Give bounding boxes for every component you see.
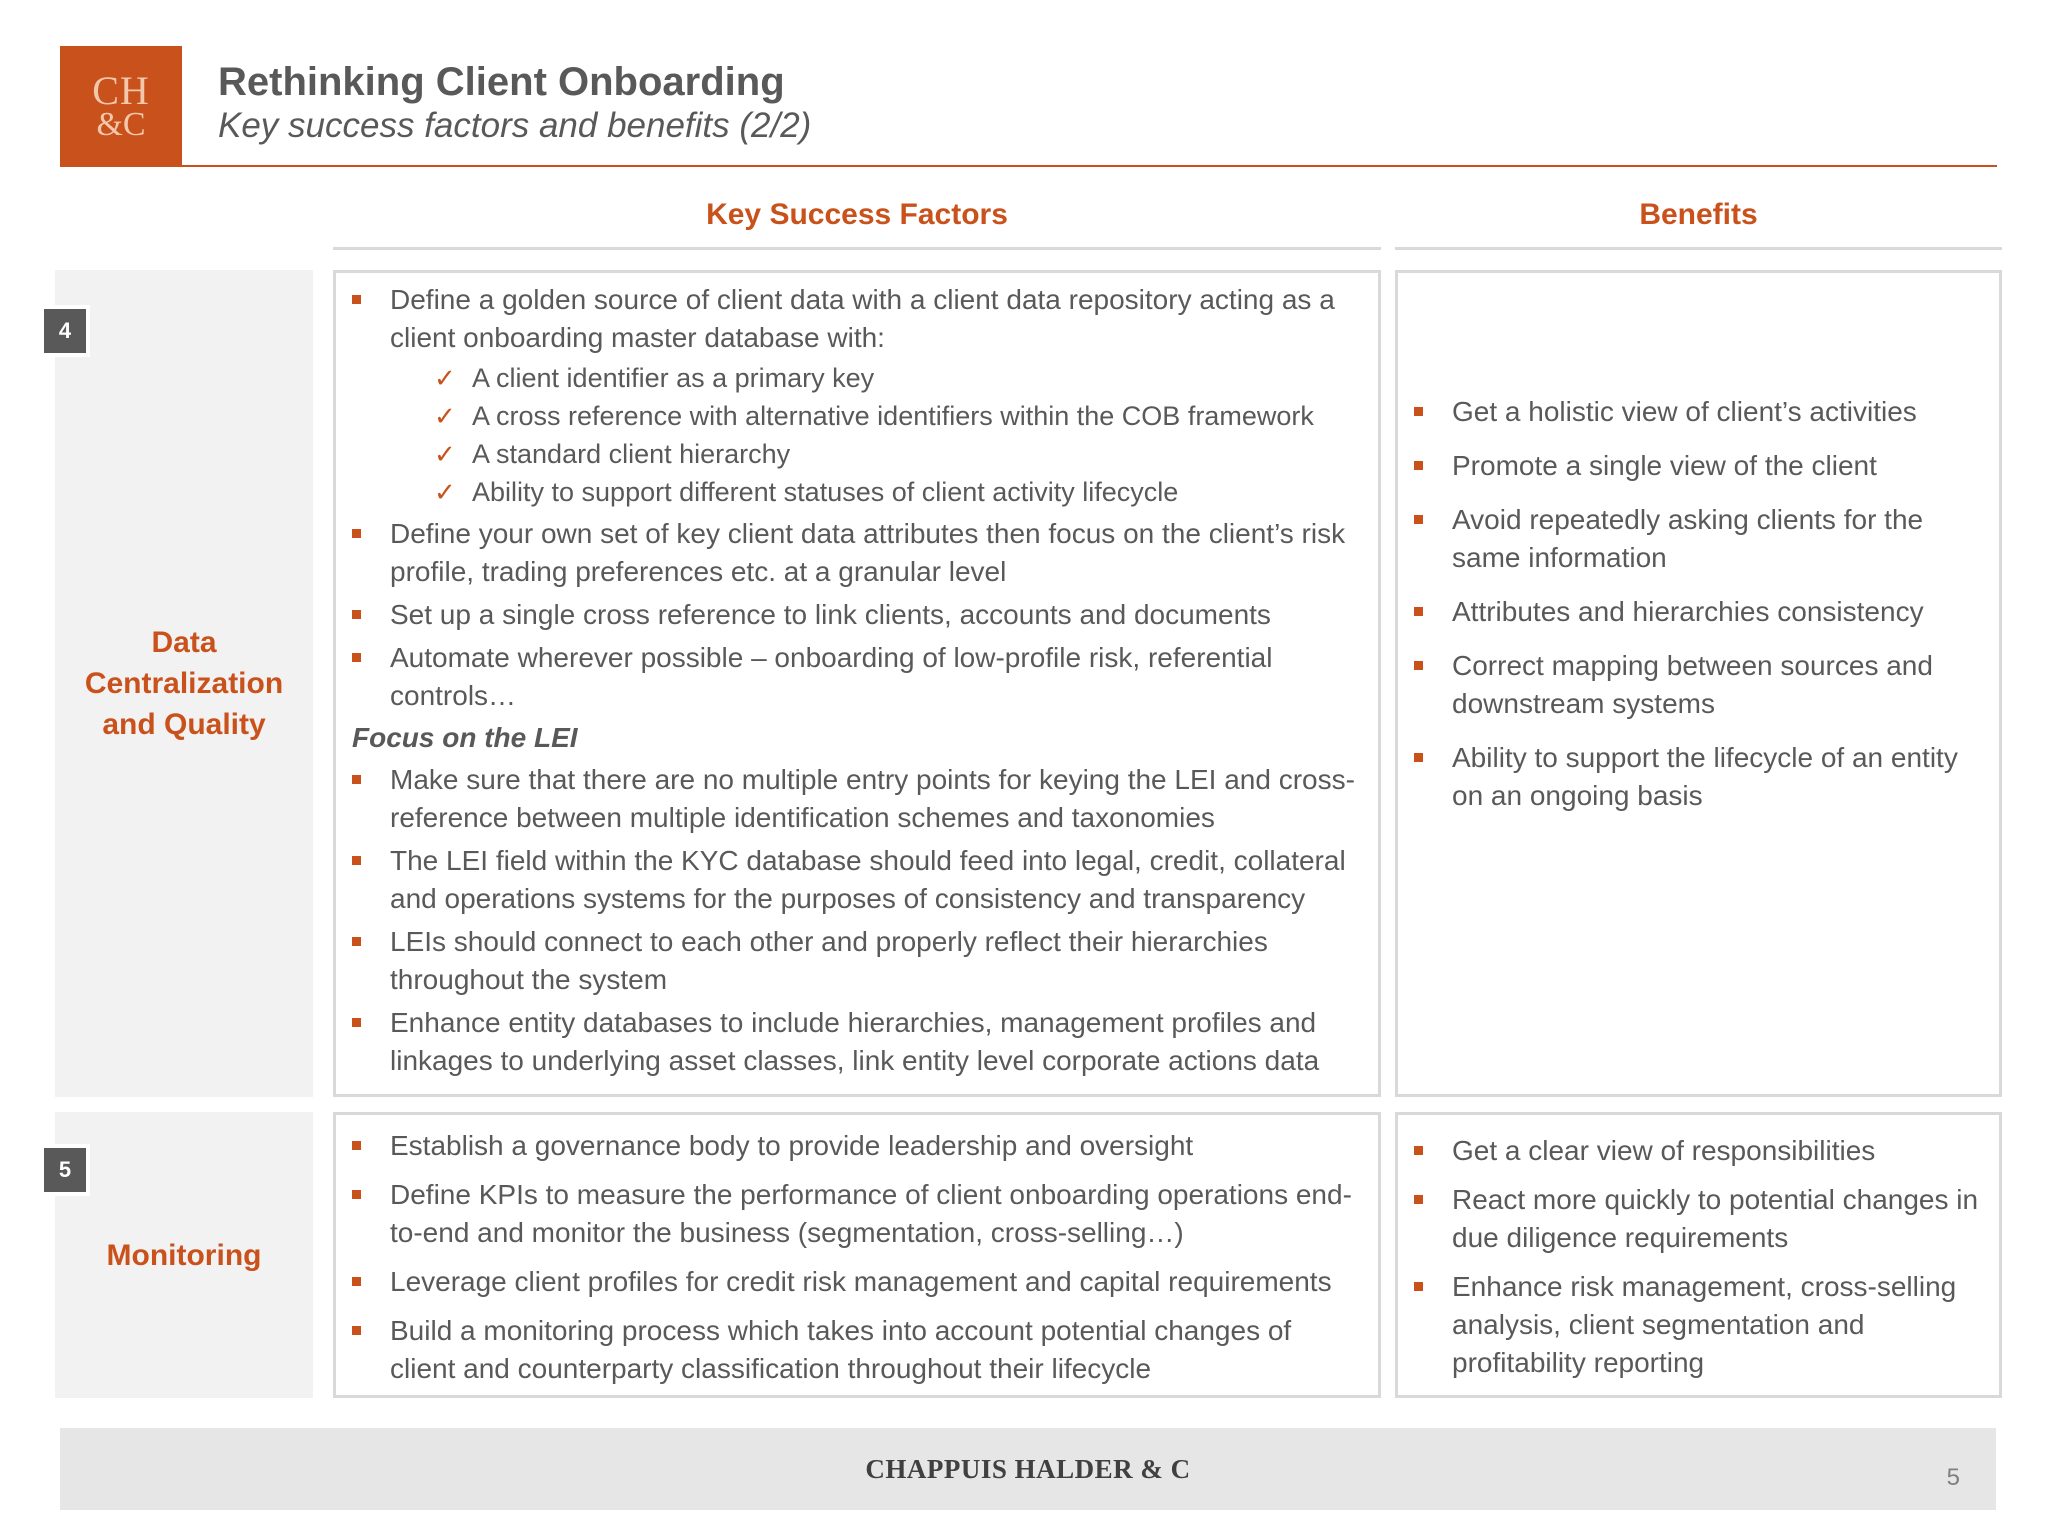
list-item: Leverage client profiles for credit risk management and capital requirements [352, 1263, 1364, 1301]
list-item: Enhance risk management, cross-selling analysis, client segmentation and profitability reporting [1414, 1268, 1985, 1382]
list-item: Attributes and hierarchies consistency [1414, 593, 1985, 631]
list-item: Get a clear view of responsibilities [1414, 1132, 1985, 1170]
page-title: Rethinking Client Onboarding [218, 60, 785, 104]
list-item: Promote a single view of the client [1414, 447, 1985, 485]
list-item: Enhance entity databases to include hierarchies, management profiles and linkages to underlying asset classes, link entity level corporate actions data [352, 1004, 1364, 1080]
list-item: Define a golden source of client data with a client data repository acting as a client onboarding master database with: [352, 281, 1364, 357]
list-item: React more quickly to potential changes in due diligence requirements [1414, 1181, 1985, 1257]
page-subtitle: Key success factors and benefits (2/2) [218, 106, 812, 145]
company-logo [60, 46, 182, 167]
list-item: Avoid repeatedly asking clients for the same information [1414, 501, 1985, 577]
column-rule-benefits [1395, 247, 2002, 250]
benefits-box-monitoring [1395, 1112, 2002, 1398]
section-number-badge: 4 [40, 305, 90, 357]
list-item: Make sure that there are no multiple entry points for keying the LEI and cross-reference between multiple identification schemes and taxonomies [352, 761, 1364, 837]
footer-brand: CHAPPUIS HALDER & C [865, 1454, 1191, 1484]
list-item: Establish a governance body to provide leadership and oversight [352, 1127, 1364, 1165]
check-item: ✓ A standard client hierarchy [352, 435, 1364, 473]
list-item: Automate wherever possible – onboarding of low-profile risk, referential controls… [352, 639, 1364, 715]
benefits-list [1414, 393, 1985, 815]
column-rule-factors [333, 247, 1381, 250]
list-item: Correct mapping between sources and downstream systems [1414, 647, 1985, 723]
logo-line-2: &C [96, 105, 146, 143]
logo-line-1: CH [92, 67, 150, 113]
section-label-data-centralization [55, 270, 313, 1097]
list-item: Build a monitoring process which takes into account potential changes of client and counterparty classification throughout their lifecycle [352, 1312, 1364, 1388]
check-item: ✓ A cross reference with alternative identifiers within the COB framework [352, 397, 1364, 435]
list-item: Define KPIs to measure the performance of client onboarding operations end-to-end and monitor the business (segmentation, cross-selling…) [352, 1176, 1364, 1252]
check-item: ✓ A client identifier as a primary key [352, 359, 1364, 397]
list-item: LEIs should connect to each other and properly reflect their hierarchies throughout the system [352, 923, 1364, 999]
list-item: Get a holistic view of client’s activities [1414, 393, 1985, 431]
column-header-factors: Key Success Factors [706, 198, 1008, 231]
factors-box-monitoring [333, 1112, 1381, 1398]
list-item: Set up a single cross reference to link clients, accounts and documents [352, 596, 1364, 634]
check-item: ✓ Ability to support different statuses of client activity lifecycle [352, 473, 1364, 511]
list-item: Define your own set of key client data attributes then focus on the client’s risk profile, trading preferences etc. at a granular level [352, 515, 1364, 591]
list-item: Ability to support the lifecycle of an entity on an ongoing basis [1414, 739, 1985, 815]
factors-box-data-centralization [333, 270, 1381, 1097]
benefits-box-data-centralization [1395, 270, 2002, 1097]
lei-factors-list [352, 761, 1364, 1080]
column-header-benefits: Benefits [1639, 198, 1758, 231]
list-item: The LEI field within the KYC database should feed into legal, credit, collateral and operations systems for the purposes of consistency and transparency [352, 842, 1364, 918]
section-number-badge: 5 [40, 1144, 90, 1196]
section-label-text: Data Centralization and Quality [84, 626, 284, 741]
page-number: 5 [1946, 1464, 1960, 1491]
section-label-text: Monitoring [106, 1238, 262, 1272]
benefits-list [1414, 1132, 1985, 1382]
factors-list [352, 515, 1364, 715]
factors-list [352, 281, 1364, 357]
title-divider [182, 165, 1997, 167]
checklist [352, 359, 1364, 511]
factors-list [352, 1127, 1364, 1388]
focus-heading: Focus on the LEI [352, 722, 578, 753]
section-label-monitoring [55, 1112, 313, 1398]
footer-bar [60, 1428, 1996, 1510]
